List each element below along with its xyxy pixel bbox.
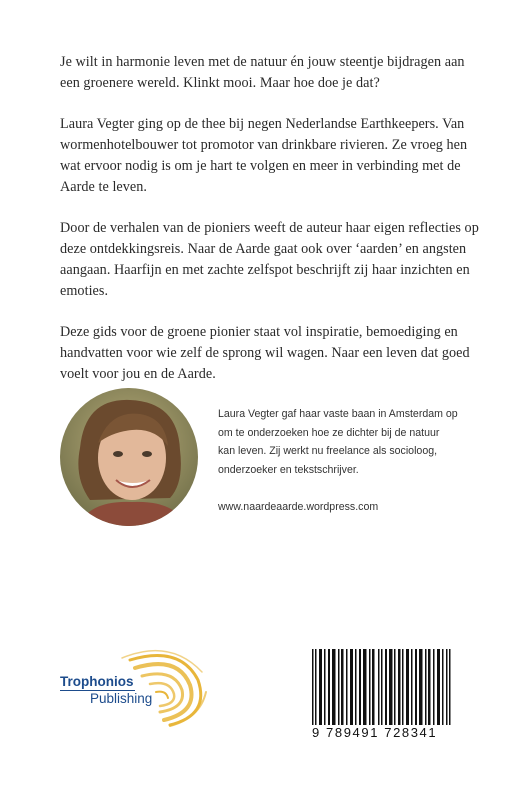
blurb-paragraph: Je wilt in harmonie leven met de natuur én jouw steentje bijdragen aan een groenere wereld. Klinkt mooi. Maar hoe doe je dat? xyxy=(60,54,465,91)
author-bio: Laura Vegter gaf haar vaste baan in Amsterdam op om te onderzoeken hoe ze dichter bij de natuur kan leven. Zij werkt nu freelance als socioloog, onderzoeker en tekstschrijver. xyxy=(218,408,458,476)
author-website-link[interactable]: www.naardeaarde.wordpress.com xyxy=(218,501,379,513)
publisher-name: Trophonios xyxy=(60,674,134,689)
isbn-digits: 9 789491 728341 xyxy=(310,725,462,740)
blurb-paragraph: Deze gids voor de groene pionier staat vol inspiratie, bemoediging en handvatten voor wie zelf de sprong wil wagen. Naar een leven dat goed voelt voor jou en de Aarde. xyxy=(60,324,470,382)
author-photo xyxy=(60,388,198,526)
back-cover-blurb xyxy=(60,52,480,405)
publisher-subtitle: Publishing xyxy=(90,691,153,706)
blurb-paragraph: Door de verhalen van de pioniers weeft de auteur haar eigen reflecties op deze ontdekkingsreis. Naar de Aarde gaat ook over ‘aarden’ en angsten aangaan. Haarfijn en met zachte zelfspot beschrijft zij haar inzichten en emoties. xyxy=(60,220,479,299)
blurb-paragraph: Laura Vegter ging op de thee bij negen Nederlandse Earthkeepers. Van wormenhotelbouwer tot promotor van drinkbare rivieren. Ze vroeg hen wat ervoor nodig is om je hart te volgen en meer in verbinding met de Aarde te leven. xyxy=(60,116,468,195)
